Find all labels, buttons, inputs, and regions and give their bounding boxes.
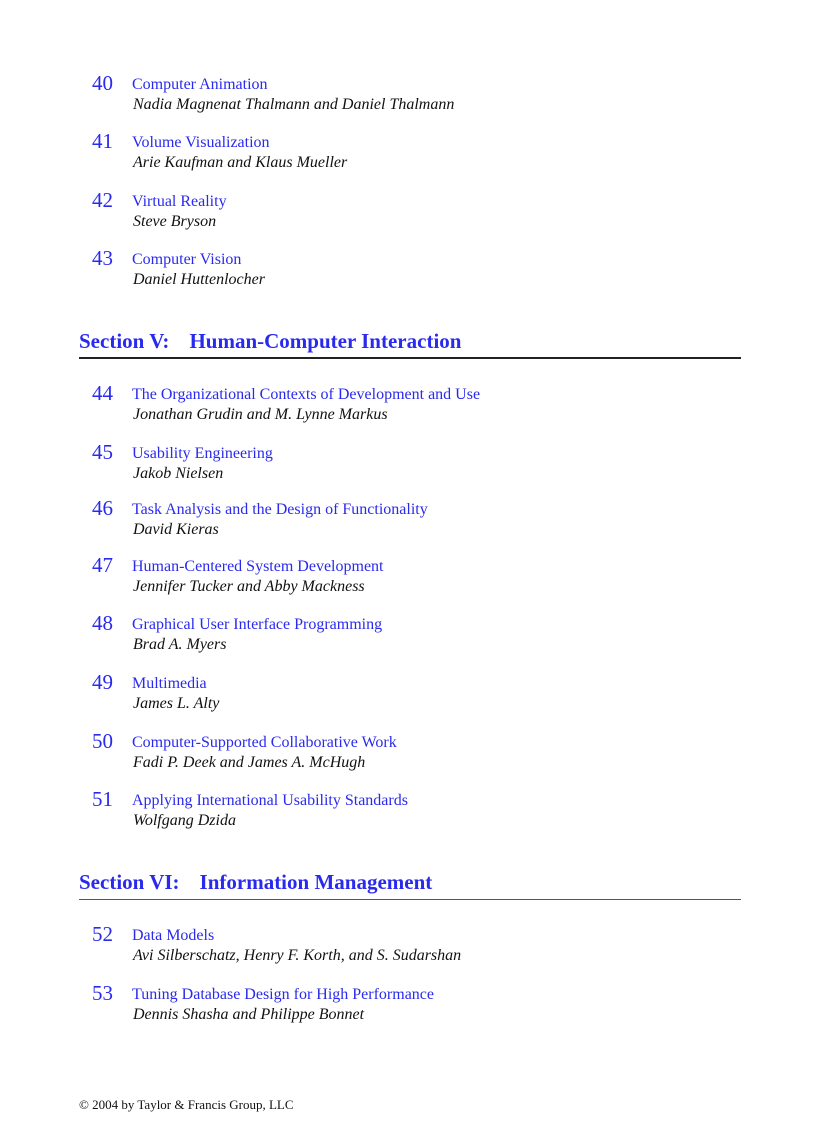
chapter-title-link[interactable]: Computer-Supported Collaborative Work — [132, 734, 397, 751]
copyright-footer: © 2004 by Taylor & Francis Group, LLC — [79, 1097, 294, 1112]
section-label: Section V: — [79, 329, 170, 353]
chapter-authors: Daniel Huttenlocher — [133, 271, 265, 288]
chapter-number: 46 — [92, 496, 113, 520]
chapter-title-link[interactable]: Graphical User Interface Programming — [132, 616, 383, 633]
chapter-title-link[interactable]: Volume Visualization — [132, 134, 270, 151]
chapter-authors: David Kieras — [133, 521, 219, 538]
section-title: Human-Computer Interaction — [189, 329, 462, 353]
chapter-number: 45 — [92, 440, 113, 464]
chapter-authors: Brad A. Myers — [133, 636, 227, 653]
chapter-title-link[interactable]: Multimedia — [132, 675, 207, 692]
chapter-number: 47 — [92, 553, 113, 577]
section-title: Information Management — [199, 870, 433, 894]
section-divider — [79, 899, 741, 900]
chapter-number: 41 — [92, 129, 113, 153]
chapter-title-link[interactable]: Data Models — [132, 927, 215, 944]
chapter-title-link[interactable]: Applying International Usability Standards — [132, 792, 408, 809]
chapter-number: 44 — [92, 381, 113, 405]
chapter-authors: Arie Kaufman and Klaus Mueller — [133, 154, 348, 171]
chapter-number: 52 — [92, 922, 113, 946]
chapter-authors: Avi Silberschatz, Henry F. Korth, and S. Sudarshan — [133, 947, 462, 964]
chapter-number: 43 — [92, 246, 113, 270]
section-divider — [79, 357, 741, 359]
section-heading-v[interactable] — [79, 328, 461, 354]
chapter-authors: Steve Bryson — [133, 213, 217, 230]
section-label: Section VI: — [79, 870, 180, 894]
chapter-title-link[interactable]: Virtual Reality — [132, 193, 227, 210]
chapter-number: 50 — [92, 729, 113, 753]
chapter-authors: Fadi P. Deek and James A. McHugh — [133, 754, 366, 771]
chapter-number: 51 — [92, 787, 113, 811]
chapter-authors: Jonathan Grudin and M. Lynne Markus — [133, 406, 388, 423]
chapter-authors: Jennifer Tucker and Abby Mackness — [133, 578, 365, 595]
chapter-number: 53 — [92, 981, 113, 1005]
chapter-authors: Dennis Shasha and Philippe Bonnet — [133, 1006, 365, 1023]
chapter-authors: Wolfgang Dzida — [133, 812, 236, 829]
chapter-number: 40 — [92, 71, 113, 95]
chapter-title-link[interactable]: Usability Engineering — [132, 445, 273, 462]
chapter-number: 42 — [92, 188, 113, 212]
chapter-title-link[interactable]: The Organizational Contexts of Development and Use — [132, 386, 481, 403]
chapter-authors: Nadia Magnenat Thalmann and Daniel Thalmann — [133, 96, 455, 113]
chapter-title-link[interactable]: Tuning Database Design for High Performance — [132, 986, 435, 1003]
chapter-title-link[interactable]: Human-Centered System Development — [132, 558, 384, 575]
chapter-title-link[interactable]: Computer Animation — [132, 76, 268, 93]
section-heading-vi[interactable] — [79, 869, 432, 895]
chapter-authors: Jakob Nielsen — [133, 465, 224, 482]
chapter-number: 48 — [92, 611, 113, 635]
chapter-authors: James L. Alty — [133, 695, 220, 712]
chapter-number: 49 — [92, 670, 113, 694]
chapter-title-link[interactable]: Task Analysis and the Design of Functionality — [132, 501, 428, 518]
chapter-title-link[interactable]: Computer Vision — [132, 251, 242, 268]
